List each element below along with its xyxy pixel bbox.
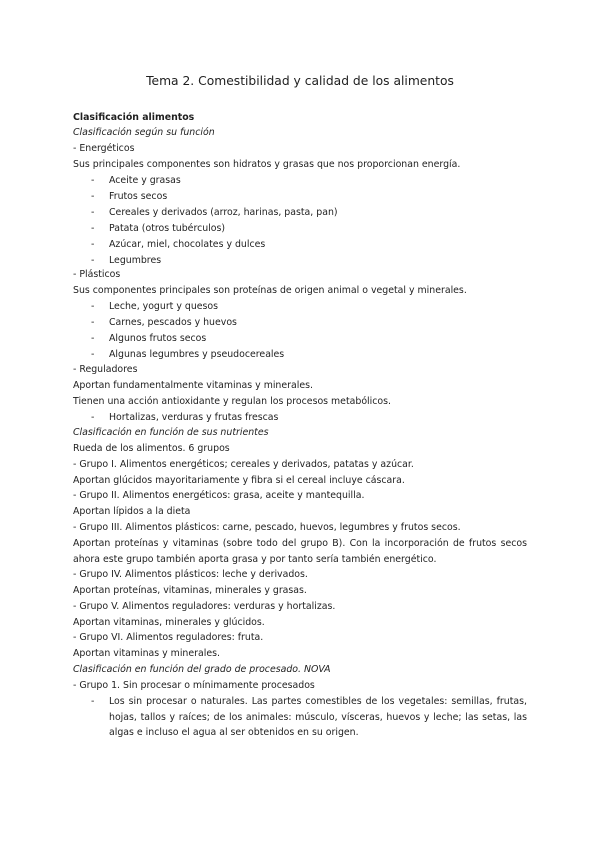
grupo-description: Aportan vitaminas, minerales y glúcidos. xyxy=(73,617,265,628)
list-item: Legumbres xyxy=(109,255,162,266)
section-heading: Clasificación alimentos xyxy=(73,112,195,123)
bullet-dash: - xyxy=(91,239,95,250)
grupo-line: - Grupo VI. Alimentos reguladores: fruta. xyxy=(73,632,264,643)
grupo-description: Aportan glúcidos mayoritariamente y fibra si el cereal incluye cáscara. xyxy=(73,475,405,486)
bullet-dash: - xyxy=(91,412,95,423)
list-item: Algunas legumbres y pseudocereales xyxy=(109,349,285,360)
category-reguladores: - Reguladores xyxy=(73,364,138,375)
grupo-line: - Grupo IV. Alimentos plásticos: leche y derivados. xyxy=(73,569,308,580)
bullet-dash: - xyxy=(91,175,95,186)
list-item: Aceite y grasas xyxy=(109,175,181,186)
bullet-dash: - xyxy=(91,255,95,266)
rueda-line: Rueda de los alimentos. 6 grupos xyxy=(73,443,230,454)
list-item: Frutos secos xyxy=(109,191,168,202)
bullet-dash: - xyxy=(91,207,95,218)
subheading-nova: Clasificación en función del grado de procesado. NOVA xyxy=(73,664,331,675)
bullet-dash: - xyxy=(91,301,95,312)
category-plasticos: - Plásticos xyxy=(73,269,121,280)
bullet-dash: - xyxy=(91,223,95,234)
list-item: Cereales y derivados (arroz, harinas, pasta, pan) xyxy=(109,207,338,218)
grupo-description: Aportan proteínas y vitaminas (sobre todo del grupo B). Con la incorporación de frutos secos ahora este grupo también aporta grasa y por tanto sería también energético. xyxy=(73,538,527,565)
list-item: Patata (otros tubérculos) xyxy=(109,223,226,234)
category-energeticos: - Energéticos xyxy=(73,143,135,154)
bullet-dash: - xyxy=(91,349,95,360)
list-item: Leche, yogurt y quesos xyxy=(109,301,219,312)
bullet-dash: - xyxy=(91,333,95,344)
grupo-description: Aportan proteínas, vitaminas, minerales y grasas. xyxy=(73,585,307,596)
bullet-dash: - xyxy=(91,696,95,707)
grupo-line: - Grupo III. Alimentos plásticos: carne, pescado, huevos, legumbres y frutos secos. xyxy=(73,522,461,533)
list-item: Carnes, pescados y huevos xyxy=(109,317,237,328)
energeticos-description: Sus principales componentes son hidratos y grasas que nos proporcionan energía. xyxy=(73,159,461,170)
list-item: Algunos frutos secos xyxy=(109,333,207,344)
page-title: Tema 2. Comestibilidad y calidad de los alimentos xyxy=(146,74,454,88)
bullet-dash: - xyxy=(91,191,95,202)
reguladores-description-1: Aportan fundamentalmente vitaminas y minerales. xyxy=(73,380,313,391)
grupo-line: - Grupo I. Alimentos energéticos; cereales y derivados, patatas y azúcar. xyxy=(73,459,414,470)
subheading-function: Clasificación según su función xyxy=(73,127,215,138)
grupo-line: - Grupo II. Alimentos energéticos: grasa, aceite y mantequilla. xyxy=(73,490,365,501)
plasticos-description: Sus componentes principales son proteínas de origen animal o vegetal y minerales. xyxy=(73,285,467,296)
list-item: Azúcar, miel, chocolates y dulces xyxy=(109,239,266,250)
grupo-line: - Grupo V. Alimentos reguladores: verduras y hortalizas. xyxy=(73,601,336,612)
nova-group-1-item: Los sin procesar o naturales. Las partes comestibles de los vegetales: semillas, frutas, hojas, tallos y raíces; de los animales: músculo, vísceras, huevos y leche; las setas, las algas e incluso el agua al ser obtenidos en su origen. xyxy=(109,696,527,738)
subheading-nutrients: Clasificación en función de sus nutrientes xyxy=(73,427,269,438)
list-item: Hortalizas, verduras y frutas frescas xyxy=(109,412,279,423)
bullet-dash: - xyxy=(91,317,95,328)
reguladores-description-2: Tienen una acción antioxidante y regulan los procesos metabólicos. xyxy=(73,396,392,407)
grupo-description: Aportan lípidos a la dieta xyxy=(73,506,191,517)
nova-group-1: - Grupo 1. Sin procesar o mínimamente procesados xyxy=(73,680,315,691)
grupo-description: Aportan vitaminas y minerales. xyxy=(73,648,220,659)
